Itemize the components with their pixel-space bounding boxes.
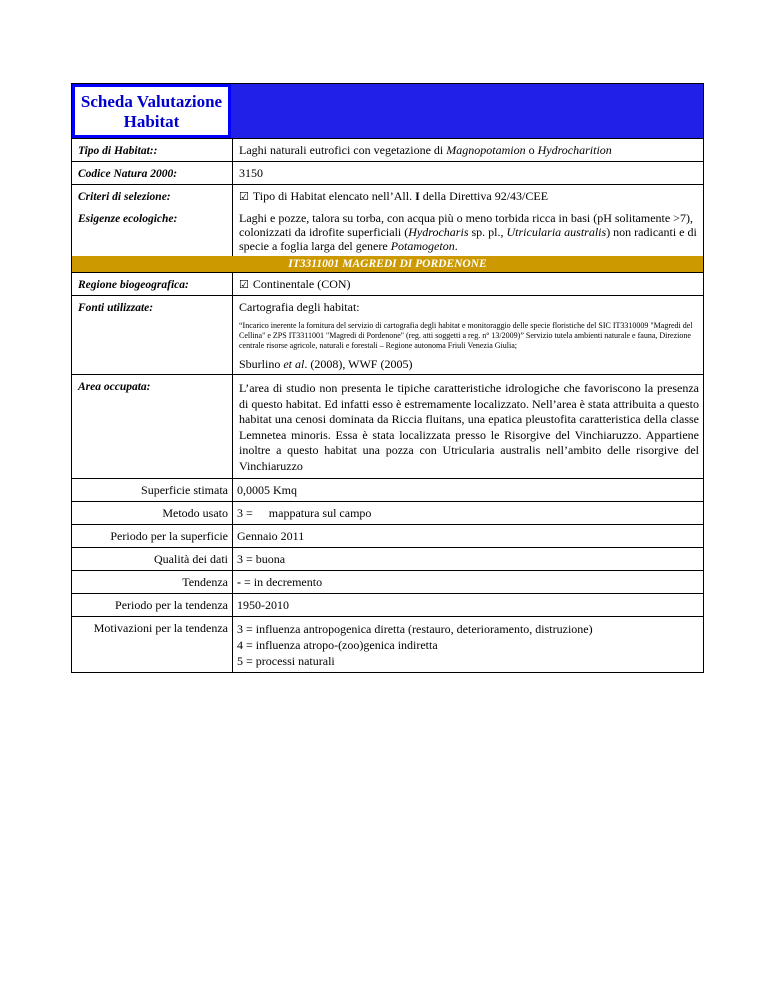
tipo-text-or: o (525, 143, 538, 157)
row-esigenze (72, 207, 703, 256)
row-periodo-tendenza (72, 594, 703, 617)
value-regione (233, 273, 703, 295)
fonti-heading: Cartografia degli habitat: (239, 300, 360, 314)
motivazione-item: 4 = influenza atropo-(zoo)genica indiretta (237, 638, 438, 652)
sheet-title: Scheda Valutazione Habitat (72, 84, 231, 138)
site-title-band: IT3311001 MAGREDI DI PORDENONE (72, 256, 703, 273)
value-tipo-habitat (233, 139, 703, 161)
esigenze-italic-1: Hydrocharis (408, 225, 469, 239)
row-tipo-habitat (72, 139, 703, 162)
row-metodo (72, 502, 703, 525)
label-metodo: Metodo usato (72, 502, 233, 524)
label-fonti: Fonti utilizzate: (72, 296, 233, 374)
tendenza-sign: - (237, 575, 241, 589)
checked-checkbox-icon: ☑ (239, 190, 249, 203)
value-tendenza (233, 571, 703, 593)
value-codice: 3150 (239, 166, 263, 180)
fonti-ref-etal: et al (283, 357, 305, 371)
value-motivazioni (233, 617, 703, 672)
value-fonti (233, 296, 703, 374)
row-regione (72, 273, 703, 296)
row-motivazioni (72, 617, 703, 672)
fonti-citation: “Incarico inerente la fornitura del servizio di cartografia degli habitat e monitoraggio delle specie floristiche del SIC IT3310009 "Magredi del Cellina" e ZPS IT3311001 "Magredi di Pordenone" (reg. atti soggetti a reg. n° 13/2009)” Servizio tutela ambienti naturale e fauna, Direzione centrale risorse agricole, naturali e forestali – Regione autonoma Friuli Venezia Giulia; (239, 321, 693, 350)
label-codice: Codice Natura 2000: (72, 162, 233, 184)
label-criteri: Criteri di selezione: (72, 185, 233, 207)
checked-checkbox-icon: ☑ (239, 278, 249, 291)
row-codice (72, 162, 703, 185)
label-area: Area occupata: (72, 375, 233, 478)
label-periodo-superficie: Periodo per la superficie (72, 525, 233, 547)
row-criteri (72, 185, 703, 207)
regione-text: Continentale (CON) (252, 277, 351, 291)
sheet-header (72, 84, 703, 139)
label-esigenze: Esigenze ecologiche: (72, 207, 233, 256)
tendenza-text: = in decremento (241, 575, 323, 589)
criteri-text: Tipo di Habitat elencato nell’All. (252, 189, 416, 203)
tipo-italic-magnopotamion: Magnopotamion (446, 143, 526, 157)
criteri-annex: I (415, 189, 420, 203)
label-periodo-tendenza: Periodo per la tendenza (72, 594, 233, 616)
header-blue-band (231, 84, 703, 138)
label-regione: Regione biogeografica: (72, 273, 233, 295)
value-area: L’area di studio non presenta le tipiche caratteristiche idrologiche che favoriscono la presenza di questo habitat. Ed infatti esso è estremamente localizzato. Nell’area è stata attribuita a questo habitat una cenosi dominata da Riccia fluitans, una epatica pleustofita caratteristica della classe Lemnetea minoris. Essa è stata localizzata presso le Risorgive del Vinchiaruzzo. Appartiene inoltre a questo habitat una pozza con Utricularia australis nell’ambito delle risorgive del Vinchiaruzzo (239, 381, 699, 473)
label-motivazioni: Motivazioni per la tendenza (72, 617, 233, 672)
tipo-text: Laghi naturali eutrofici con vegetazione di (239, 143, 447, 157)
row-qualita (72, 548, 703, 571)
row-periodo-superficie (72, 525, 703, 548)
value-periodo-tendenza: 1950-2010 (237, 598, 289, 612)
esigenze-text-1: Laghi e pozze, talora su torba, con acqua più o meno torbida ricca in basi (pH solitamente >7), colonizzati da idrofite superficiali ( (239, 211, 693, 239)
metodo-code: 3 = (237, 506, 253, 520)
fonti-ref-rest: . (2008), WWF (2005) (304, 357, 413, 371)
label-tendenza: Tendenza (72, 571, 233, 593)
habitat-sheet (71, 83, 704, 673)
label-tipo-habitat: Tipo di Habitat:: (72, 139, 233, 161)
row-fonti (72, 296, 703, 375)
row-area (72, 375, 703, 479)
value-criteri (233, 185, 703, 207)
fonti-ref-author: Sburlino (239, 357, 284, 371)
value-esigenze (233, 207, 703, 256)
value-periodo-superficie: Gennaio 2011 (237, 529, 305, 543)
tipo-italic-hydrocharition: Hydrocharition (537, 143, 612, 157)
label-superficie: Superficie stimata (72, 479, 233, 501)
row-tendenza (72, 571, 703, 594)
criteri-text-end: della Direttiva 92/43/CEE (419, 189, 549, 203)
row-superficie (72, 479, 703, 502)
esigenze-text-4: . (454, 239, 458, 253)
esigenze-italic-3: Potamogeton (390, 239, 455, 253)
fonti-references (239, 357, 699, 371)
metodo-text: mappatura sul campo (268, 506, 372, 520)
motivazione-item: 5 = processi naturali (237, 654, 335, 668)
value-superficie: 0,0005 Kmq (237, 483, 297, 497)
motivazione-item: 3 = influenza antropogenica diretta (restauro, deterioramento, distruzione) (237, 622, 593, 636)
label-qualita: Qualità dei dati (72, 548, 233, 570)
esigenze-italic-2: Utricularia australis (506, 225, 607, 239)
value-qualita: 3 = buona (237, 552, 286, 566)
esigenze-text-2: sp. pl., (468, 225, 507, 239)
value-metodo (233, 502, 703, 524)
esigenze-text-3: ) non radicanti e di specie a foglia larga del genere (239, 225, 697, 253)
